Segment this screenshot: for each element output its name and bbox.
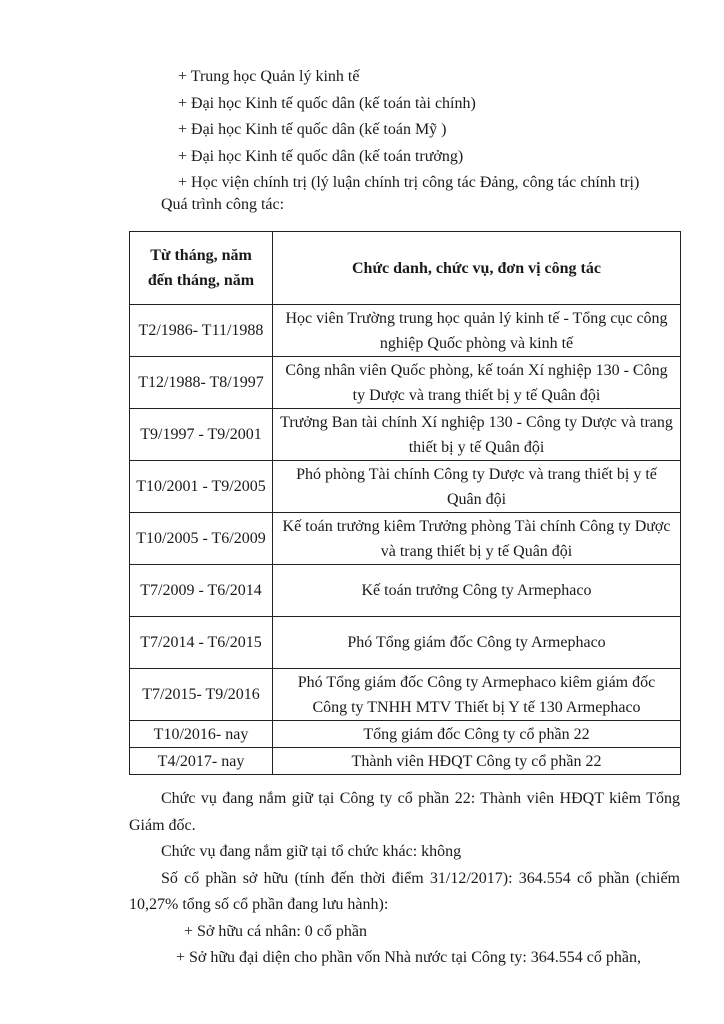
period-cell: T10/2016- nay [130, 721, 273, 748]
period-cell: T10/2005 - T6/2009 [130, 513, 273, 565]
career-table [129, 231, 681, 775]
current-position-text: Chức vụ đang nắm giữ tại Công ty cổ phần 22: Thành viên HĐQT kiêm Tổng Giám đốc. [129, 790, 680, 834]
position-cell: Kế toán trưởng kiêm Trưởng phòng Tài chính Công ty Dược và trang thiết bị y tế Quân đội [273, 513, 681, 565]
table-header-row [130, 232, 681, 305]
table-row [130, 513, 681, 565]
table-row [130, 565, 681, 617]
personal-ownership-text: + Sở hữu cá nhân: 0 cổ phần [184, 922, 368, 940]
education-item: + Đại học Kinh tế quốc dân (kế toán tài chính) [178, 94, 476, 112]
position-cell: Thành viên HĐQT Công ty cổ phần 22 [273, 748, 681, 775]
table-row [130, 721, 681, 748]
position-cell: Công nhân viên Quốc phòng, kế toán Xí nghiệp 130 - Công ty Dược và trang thiết bị y tế Quân đội [273, 357, 681, 409]
table-row [130, 748, 681, 775]
header-period: Từ tháng, năm đến tháng, năm [130, 232, 273, 305]
period-cell: T10/2001 - T9/2005 [130, 461, 273, 513]
position-cell: Học viên Trường trung học quản lý kinh tế - Tổng cục công nghiệp Quốc phòng và kinh tế [273, 305, 681, 357]
state-ownership-text: + Sở hữu đại diện cho phần vốn Nhà nước tại Công ty: 364.554 cổ phần, [176, 949, 641, 966]
period-cell: T2/1986- T11/1988 [130, 305, 273, 357]
table-row [130, 669, 681, 721]
table-row [130, 617, 681, 669]
period-cell: T7/2015- T9/2016 [130, 669, 273, 721]
other-positions-text: Chức vụ đang nắm giữ tại tổ chức khác: không [161, 843, 462, 860]
period-cell: T4/2017- nay [130, 748, 273, 775]
ownership-section [129, 786, 680, 972]
position-cell: Phó phòng Tài chính Công ty Dược và trang thiết bị y tế Quân đội [273, 461, 681, 513]
shares-owned-text: Số cổ phần sở hữu (tính đến thời điểm 31/12/2017): 364.554 cổ phần (chiếm 10,27% tổng số cổ phần đang lưu hành): [129, 869, 680, 913]
education-item: + Trung học Quản lý kinh tế [178, 68, 360, 85]
table-row [130, 461, 681, 513]
position-cell: Phó Tổng giám đốc Công ty Armephaco [273, 617, 681, 669]
education-item: + Đại học Kinh tế quốc dân (kế toán Mỹ ) [178, 121, 447, 138]
table-row [130, 305, 681, 357]
period-cell: T9/1997 - T9/2001 [130, 409, 273, 461]
table-row [130, 409, 681, 461]
position-cell: Kế toán trưởng Công ty Armephaco [273, 565, 681, 617]
position-cell: Trưởng Ban tài chính Xí nghiệp 130 - Công ty Dược và trang thiết bị y tế Quân đội [273, 409, 681, 461]
position-cell: Phó Tổng giám đốc Công ty Armephaco kiêm giám đốc Công ty TNHH MTV Thiết bị Y tế 130 Armephaco [273, 669, 681, 721]
header-position: Chức danh, chức vụ, đơn vị công tác [273, 232, 681, 305]
education-list [178, 64, 639, 197]
period-cell: T7/2009 - T6/2014 [130, 565, 273, 617]
period-cell: T7/2014 - T6/2015 [130, 617, 273, 669]
period-cell: T12/1988- T8/1997 [130, 357, 273, 409]
education-item: + Đại học Kinh tế quốc dân (kế toán trưởng) [178, 147, 464, 165]
table-row [130, 357, 681, 409]
career-heading: Quá trình công tác: [161, 196, 285, 213]
education-item: + Học viện chính trị (lý luận chính trị công tác Đảng, công tác chính trị) [178, 174, 640, 191]
position-cell: Tổng giám đốc Công ty cổ phần 22 [273, 721, 681, 748]
